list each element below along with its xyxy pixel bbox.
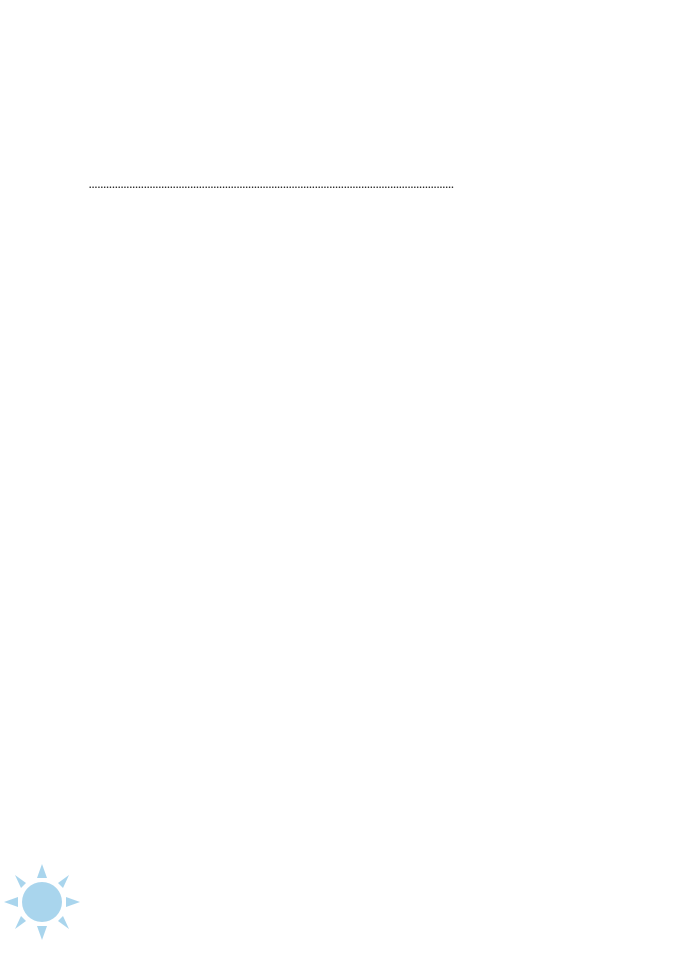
sun-icon [0, 862, 100, 942]
chapter-6-section [88, 179, 615, 193]
chapter-title-row[interactable]: .............................................................................................................................. [89, 180, 455, 191]
watermark [0, 862, 677, 942]
